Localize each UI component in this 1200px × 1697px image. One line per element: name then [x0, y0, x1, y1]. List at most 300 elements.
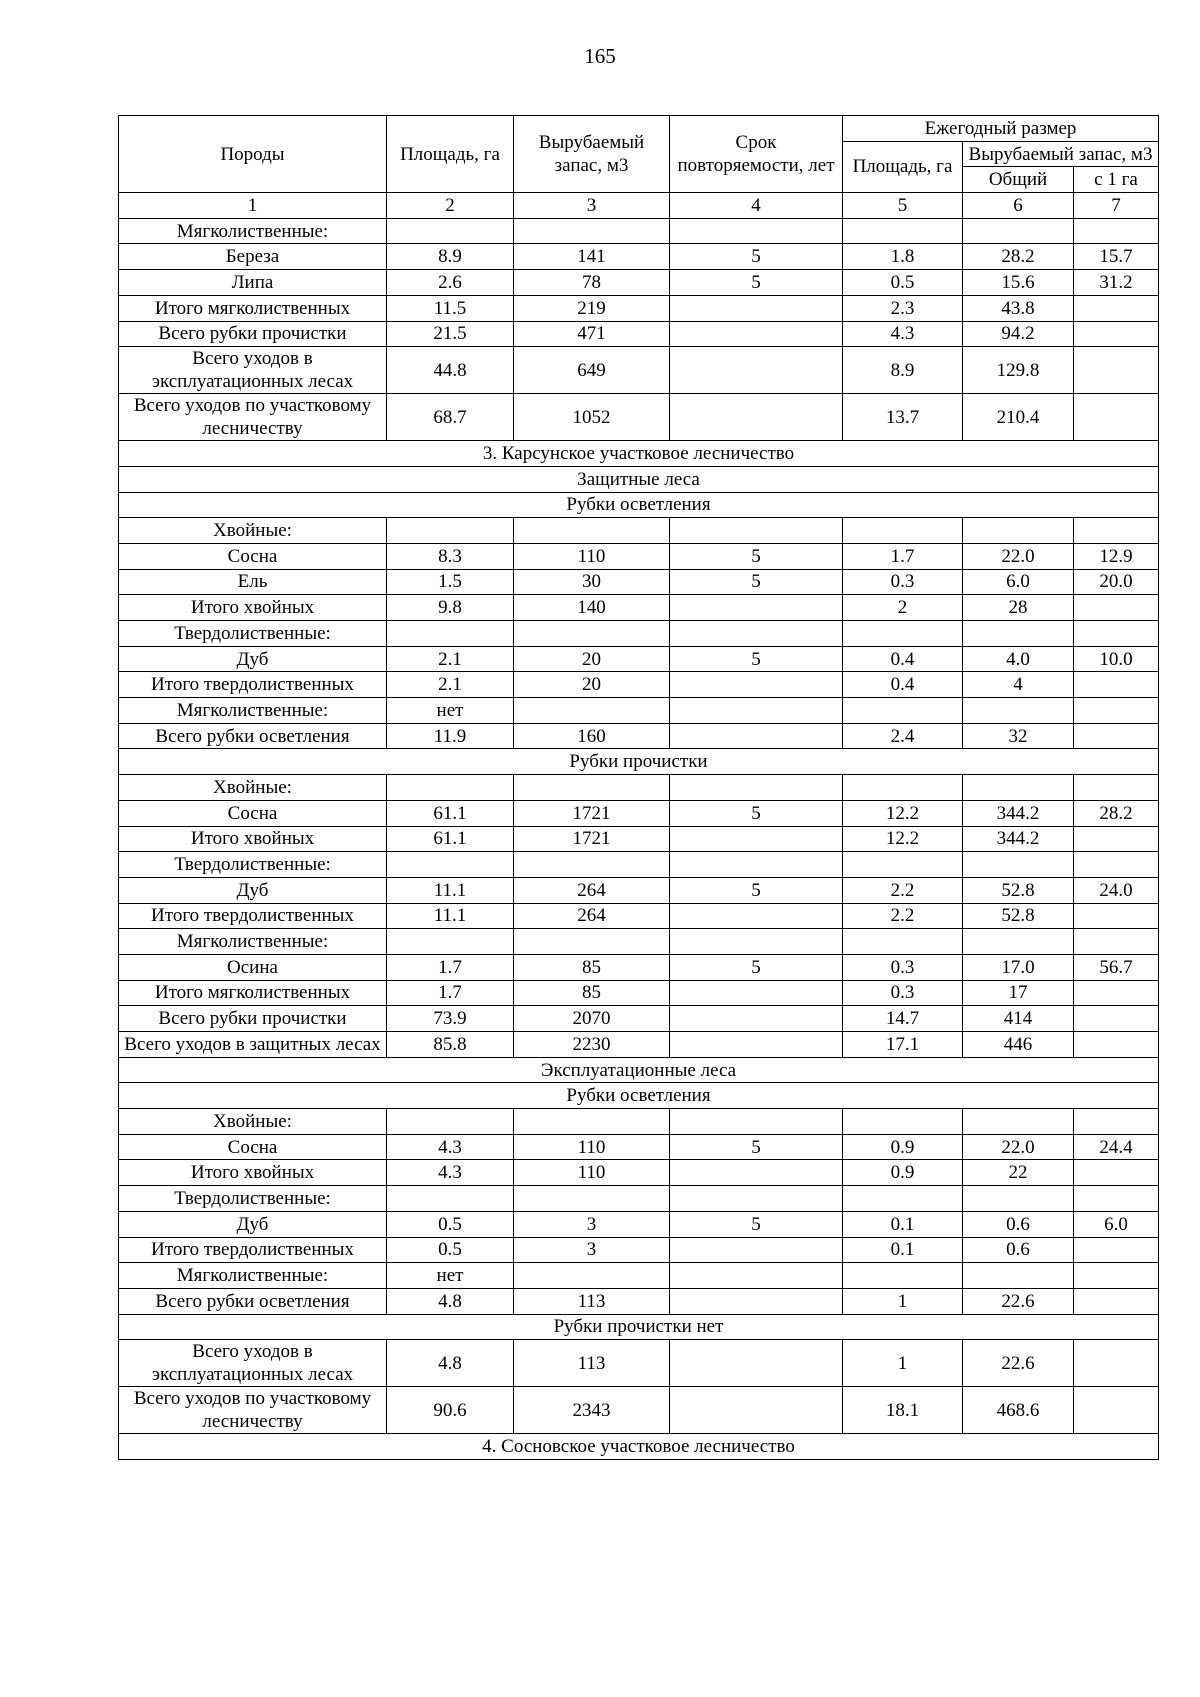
table-cell: 4.0 — [963, 646, 1074, 672]
row-label: Итого хвойных — [119, 595, 387, 621]
column-number: 1 — [119, 193, 387, 219]
table-cell: 0.9 — [843, 1134, 963, 1160]
table-cell: 9.8 — [387, 595, 514, 621]
table-cell — [514, 1186, 670, 1212]
table-cell — [514, 698, 670, 724]
group-row — [119, 218, 1159, 244]
table-cell — [963, 518, 1074, 544]
table-cell: 28 — [963, 595, 1074, 621]
table-cell: 24.4 — [1074, 1134, 1159, 1160]
table-row — [119, 698, 1159, 724]
table-cell: 6.0 — [963, 569, 1074, 595]
table-cell: 44.8 — [387, 347, 514, 394]
table-cell — [670, 1288, 843, 1314]
header-species: Породы — [119, 116, 387, 193]
row-label: Сосна — [119, 800, 387, 826]
row-label: Всего рубки осветления — [119, 1288, 387, 1314]
table-cell: 1.7 — [843, 543, 963, 569]
table-cell — [1074, 321, 1159, 347]
table-row — [119, 1006, 1159, 1032]
table-cell: 1.5 — [387, 569, 514, 595]
section-title: Эксплуатационные леса — [119, 1057, 1159, 1083]
table-row — [119, 1237, 1159, 1263]
table-cell: 17.0 — [963, 954, 1074, 980]
section-row — [119, 1434, 1159, 1460]
table-cell: 22.0 — [963, 543, 1074, 569]
table-cell: 85 — [514, 980, 670, 1006]
table-cell: 61.1 — [387, 800, 514, 826]
table-cell: 2.3 — [843, 295, 963, 321]
table-cell: 2.2 — [843, 877, 963, 903]
row-label: Всего рубки осветления — [119, 723, 387, 749]
table-cell — [670, 295, 843, 321]
table-cell: 85 — [514, 954, 670, 980]
table-row — [119, 295, 1159, 321]
table-cell: 0.5 — [387, 1211, 514, 1237]
table-cell: 78 — [514, 270, 670, 296]
table-cell: 22 — [963, 1160, 1074, 1186]
table-cell — [963, 1109, 1074, 1135]
table-cell: 2070 — [514, 1006, 670, 1032]
section-title: 3. Карсунское участковое лесничество — [119, 441, 1159, 467]
table-row — [119, 543, 1159, 569]
table-cell: 90.6 — [387, 1387, 514, 1434]
table-cell — [670, 723, 843, 749]
group-label: Хвойные: — [119, 775, 387, 801]
row-label: Дуб — [119, 646, 387, 672]
table-cell: 0.3 — [843, 569, 963, 595]
table-row — [119, 1288, 1159, 1314]
table-row — [119, 672, 1159, 698]
table-cell — [843, 218, 963, 244]
table-cell — [387, 929, 514, 955]
table-cell: 468.6 — [963, 1387, 1074, 1434]
row-label: Всего уходов в эксплуатационных лесах — [119, 1340, 387, 1387]
section-row — [119, 466, 1159, 492]
table-cell: 2.2 — [843, 903, 963, 929]
header-period: Срок повторяемости, лет — [670, 116, 843, 193]
table-cell — [387, 518, 514, 544]
section-title: Рубки осветления — [119, 1083, 1159, 1109]
table-cell: 0.9 — [843, 1160, 963, 1186]
table-cell: 4.8 — [387, 1288, 514, 1314]
table-cell — [670, 1340, 843, 1387]
header-annual: Ежегодный размер — [843, 116, 1159, 142]
table-cell — [670, 852, 843, 878]
table-cell — [963, 775, 1074, 801]
table-cell: 12.2 — [843, 826, 963, 852]
table-cell — [1074, 672, 1159, 698]
group-label: Твердолиственные: — [119, 1186, 387, 1212]
table-cell: 1721 — [514, 826, 670, 852]
table-cell: 0.3 — [843, 980, 963, 1006]
table-cell: 28.2 — [963, 244, 1074, 270]
table-cell: 1.7 — [387, 954, 514, 980]
section-title: Рубки прочистки — [119, 749, 1159, 775]
table-row — [119, 723, 1159, 749]
table-cell: 85.8 — [387, 1032, 514, 1058]
section-title: Рубки прочистки нет — [119, 1314, 1159, 1340]
table-cell — [387, 1186, 514, 1212]
column-number: 6 — [963, 193, 1074, 219]
table-cell — [1074, 852, 1159, 878]
table-row — [119, 347, 1159, 394]
table-cell — [1074, 980, 1159, 1006]
table-cell: 1052 — [514, 394, 670, 441]
table-cell — [670, 698, 843, 724]
table-cell: 1.8 — [843, 244, 963, 270]
table-cell: 21.5 — [387, 321, 514, 347]
table-cell: 219 — [514, 295, 670, 321]
table-cell: 110 — [514, 1134, 670, 1160]
table-cell: 5 — [670, 800, 843, 826]
header-total: Общий — [963, 167, 1074, 193]
table-cell: 11.9 — [387, 723, 514, 749]
group-row — [119, 775, 1159, 801]
table-cell — [670, 1186, 843, 1212]
table-cell: 4.3 — [387, 1160, 514, 1186]
table-cell — [1074, 295, 1159, 321]
table-cell — [1074, 1340, 1159, 1387]
column-numbers-row — [119, 193, 1159, 219]
group-row — [119, 518, 1159, 544]
table-cell: 2230 — [514, 1032, 670, 1058]
table-cell: 5 — [670, 569, 843, 595]
table-cell: 141 — [514, 244, 670, 270]
table-cell: 68.7 — [387, 394, 514, 441]
table-cell — [963, 929, 1074, 955]
table-row — [119, 877, 1159, 903]
table-cell: 22.0 — [963, 1134, 1074, 1160]
table-cell — [963, 852, 1074, 878]
table-cell — [670, 218, 843, 244]
column-number: 3 — [514, 193, 670, 219]
table-cell: 15.7 — [1074, 244, 1159, 270]
table-cell: 264 — [514, 877, 670, 903]
table-cell — [1074, 1186, 1159, 1212]
table-row — [119, 244, 1159, 270]
table-cell: 2.4 — [843, 723, 963, 749]
table-cell: 56.7 — [1074, 954, 1159, 980]
row-label: Сосна — [119, 1134, 387, 1160]
table-cell: нет — [387, 698, 514, 724]
table-cell — [670, 518, 843, 544]
row-label: Итого хвойных — [119, 1160, 387, 1186]
table-cell — [670, 1032, 843, 1058]
table-cell — [670, 321, 843, 347]
table-cell — [670, 1237, 843, 1263]
table-cell: 0.4 — [843, 646, 963, 672]
table-cell: 10.0 — [1074, 646, 1159, 672]
table-cell: 471 — [514, 321, 670, 347]
row-label: Итого мягколиственных — [119, 295, 387, 321]
table-cell: 4.3 — [843, 321, 963, 347]
table-cell: 11.1 — [387, 903, 514, 929]
table-cell: 20 — [514, 646, 670, 672]
table-cell — [963, 621, 1074, 647]
table-cell: 4 — [963, 672, 1074, 698]
table-cell: 52.8 — [963, 877, 1074, 903]
table-row — [119, 954, 1159, 980]
table-cell: 1 — [843, 1340, 963, 1387]
table-cell: 28.2 — [1074, 800, 1159, 826]
table-cell: 30 — [514, 569, 670, 595]
section-title: Защитные леса — [119, 466, 1159, 492]
section-row — [119, 441, 1159, 467]
table-header — [119, 116, 1159, 219]
table-cell: 5 — [670, 954, 843, 980]
group-label: Мягколиственные: — [119, 218, 387, 244]
table-cell — [1074, 723, 1159, 749]
row-label: Всего рубки прочистки — [119, 1006, 387, 1032]
table-cell: 22.6 — [963, 1288, 1074, 1314]
table-cell: 20 — [514, 672, 670, 698]
table-cell: 3 — [514, 1237, 670, 1263]
header-volume: Вырубаемый запас, м3 — [514, 116, 670, 193]
table-cell: 12.2 — [843, 800, 963, 826]
table-cell — [514, 929, 670, 955]
row-label: Осина — [119, 954, 387, 980]
table-cell — [670, 621, 843, 647]
row-label: Всего рубки прочистки — [119, 321, 387, 347]
table-cell: 12.9 — [1074, 543, 1159, 569]
row-label: Итого твердолиственных — [119, 903, 387, 929]
table-cell: 24.0 — [1074, 877, 1159, 903]
table-cell: 2 — [843, 595, 963, 621]
table-cell — [843, 1109, 963, 1135]
table-cell: 43.8 — [963, 295, 1074, 321]
table-row — [119, 1032, 1159, 1058]
row-label: Всего уходов в эксплуатационных лесах — [119, 347, 387, 394]
table-cell: 344.2 — [963, 826, 1074, 852]
table-cell: 14.7 — [843, 1006, 963, 1032]
table-cell — [387, 775, 514, 801]
header-area: Площадь, га — [387, 116, 514, 193]
table-cell — [670, 903, 843, 929]
table-cell: 5 — [670, 244, 843, 270]
table-cell — [1074, 1263, 1159, 1289]
table-cell — [670, 1387, 843, 1434]
table-cell — [1074, 903, 1159, 929]
row-label: Дуб — [119, 1211, 387, 1237]
table-cell — [843, 518, 963, 544]
table-cell — [1074, 1006, 1159, 1032]
table-cell — [1074, 775, 1159, 801]
table-cell — [514, 621, 670, 647]
row-label: Мягколиственные: — [119, 698, 387, 724]
table-cell — [963, 218, 1074, 244]
table-cell — [514, 218, 670, 244]
section-title: Рубки осветления — [119, 492, 1159, 518]
table-cell: 13.7 — [843, 394, 963, 441]
section-row — [119, 1057, 1159, 1083]
table-row — [119, 1134, 1159, 1160]
table-cell — [843, 1186, 963, 1212]
row-label: Итого хвойных — [119, 826, 387, 852]
table-cell — [1074, 1288, 1159, 1314]
table-cell: 0.3 — [843, 954, 963, 980]
table-cell: 1721 — [514, 800, 670, 826]
table-cell: 18.1 — [843, 1387, 963, 1434]
table-body — [119, 218, 1159, 1459]
table-cell: 20.0 — [1074, 569, 1159, 595]
table-cell: 1 — [843, 1288, 963, 1314]
table-cell — [963, 1263, 1074, 1289]
table-row — [119, 646, 1159, 672]
table-cell: 61.1 — [387, 826, 514, 852]
table-row — [119, 980, 1159, 1006]
table-cell — [670, 826, 843, 852]
table-cell — [1074, 595, 1159, 621]
table-cell — [670, 1006, 843, 1032]
table-cell: 5 — [670, 270, 843, 296]
table-cell — [1074, 698, 1159, 724]
table-cell — [843, 852, 963, 878]
table-cell — [1074, 1109, 1159, 1135]
table-cell: 17 — [963, 980, 1074, 1006]
table-cell: нет — [387, 1263, 514, 1289]
table-row — [119, 321, 1159, 347]
table-cell: 414 — [963, 1006, 1074, 1032]
table-cell: 110 — [514, 543, 670, 569]
table-row — [119, 394, 1159, 441]
table-cell: 113 — [514, 1340, 670, 1387]
table-cell — [1074, 1387, 1159, 1434]
group-label: Хвойные: — [119, 1109, 387, 1135]
table-row — [119, 270, 1159, 296]
logging-table — [118, 115, 1159, 1460]
table-cell — [670, 929, 843, 955]
group-label: Мягколиственные: — [119, 929, 387, 955]
table-cell — [843, 775, 963, 801]
table-cell: 31.2 — [1074, 270, 1159, 296]
table-cell: 0.1 — [843, 1237, 963, 1263]
table-cell: 264 — [514, 903, 670, 929]
table-cell: 160 — [514, 723, 670, 749]
row-label: Мягколиственные: — [119, 1263, 387, 1289]
table-cell: 8.9 — [387, 244, 514, 270]
table-row — [119, 1387, 1159, 1434]
table-cell — [843, 621, 963, 647]
column-number: 7 — [1074, 193, 1159, 219]
table-cell — [1074, 1032, 1159, 1058]
table-cell — [1074, 1237, 1159, 1263]
table-cell: 15.6 — [963, 270, 1074, 296]
table-cell: 2.6 — [387, 270, 514, 296]
table-cell: 52.8 — [963, 903, 1074, 929]
table-cell: 3 — [514, 1211, 670, 1237]
table-cell — [1074, 518, 1159, 544]
table-row — [119, 800, 1159, 826]
table-cell — [514, 1109, 670, 1135]
table-cell: 0.4 — [843, 672, 963, 698]
table-cell — [1074, 218, 1159, 244]
table-cell — [514, 775, 670, 801]
table-cell — [387, 621, 514, 647]
header-annual-volume: Вырубаемый запас, м3 — [963, 141, 1159, 167]
group-label: Твердолиственные: — [119, 621, 387, 647]
table-row — [119, 1160, 1159, 1186]
table-row — [119, 569, 1159, 595]
table-cell: 344.2 — [963, 800, 1074, 826]
group-row — [119, 852, 1159, 878]
table-cell: 11.5 — [387, 295, 514, 321]
table-cell — [670, 595, 843, 621]
table-cell — [1074, 1160, 1159, 1186]
table-cell: 649 — [514, 347, 670, 394]
table-cell: 2.1 — [387, 672, 514, 698]
table-cell: 0.5 — [843, 270, 963, 296]
table-cell — [1074, 621, 1159, 647]
row-label: Итого мягколиственных — [119, 980, 387, 1006]
table-cell: 5 — [670, 1211, 843, 1237]
table-cell — [514, 518, 670, 544]
table-cell: 110 — [514, 1160, 670, 1186]
table-cell — [1074, 826, 1159, 852]
table-cell: 210.4 — [963, 394, 1074, 441]
table-cell — [963, 1186, 1074, 1212]
table-cell: 8.9 — [843, 347, 963, 394]
table-cell: 22.6 — [963, 1340, 1074, 1387]
table-cell — [670, 1109, 843, 1135]
row-label: Дуб — [119, 877, 387, 903]
table-cell: 5 — [670, 877, 843, 903]
table-cell: 140 — [514, 595, 670, 621]
table-cell: 0.6 — [963, 1211, 1074, 1237]
table-cell — [963, 698, 1074, 724]
row-label: Береза — [119, 244, 387, 270]
group-row — [119, 1109, 1159, 1135]
table-cell — [670, 980, 843, 1006]
section-row — [119, 749, 1159, 775]
header-per-ha: с 1 га — [1074, 167, 1159, 193]
table-row — [119, 1340, 1159, 1387]
group-row — [119, 929, 1159, 955]
table-cell — [387, 852, 514, 878]
section-row — [119, 1314, 1159, 1340]
table-cell — [670, 1160, 843, 1186]
table-cell: 0.1 — [843, 1211, 963, 1237]
row-label: Всего уходов в защитных лесах — [119, 1032, 387, 1058]
row-label: Итого твердолиственных — [119, 1237, 387, 1263]
table-cell — [387, 1109, 514, 1135]
column-number: 5 — [843, 193, 963, 219]
table-cell — [670, 775, 843, 801]
row-label: Ель — [119, 569, 387, 595]
table-cell — [670, 394, 843, 441]
table-cell: 5 — [670, 646, 843, 672]
table-cell: 2.1 — [387, 646, 514, 672]
table-cell: 0.6 — [963, 1237, 1074, 1263]
page-number: 165 — [584, 44, 616, 68]
table-row — [119, 1263, 1159, 1289]
table-cell: 6.0 — [1074, 1211, 1159, 1237]
row-label: Сосна — [119, 543, 387, 569]
table-cell: 4.3 — [387, 1134, 514, 1160]
table-cell — [514, 1263, 670, 1289]
table-row — [119, 595, 1159, 621]
table-cell: 5 — [670, 1134, 843, 1160]
table-cell: 1.7 — [387, 980, 514, 1006]
group-row — [119, 621, 1159, 647]
table-cell — [514, 852, 670, 878]
table-cell — [1074, 347, 1159, 394]
section-title: 4. Сосновское участковое лесничество — [119, 1434, 1159, 1460]
table-row — [119, 903, 1159, 929]
header-annual-area: Площадь, га — [843, 141, 963, 192]
table-row — [119, 826, 1159, 852]
table-cell — [1074, 929, 1159, 955]
